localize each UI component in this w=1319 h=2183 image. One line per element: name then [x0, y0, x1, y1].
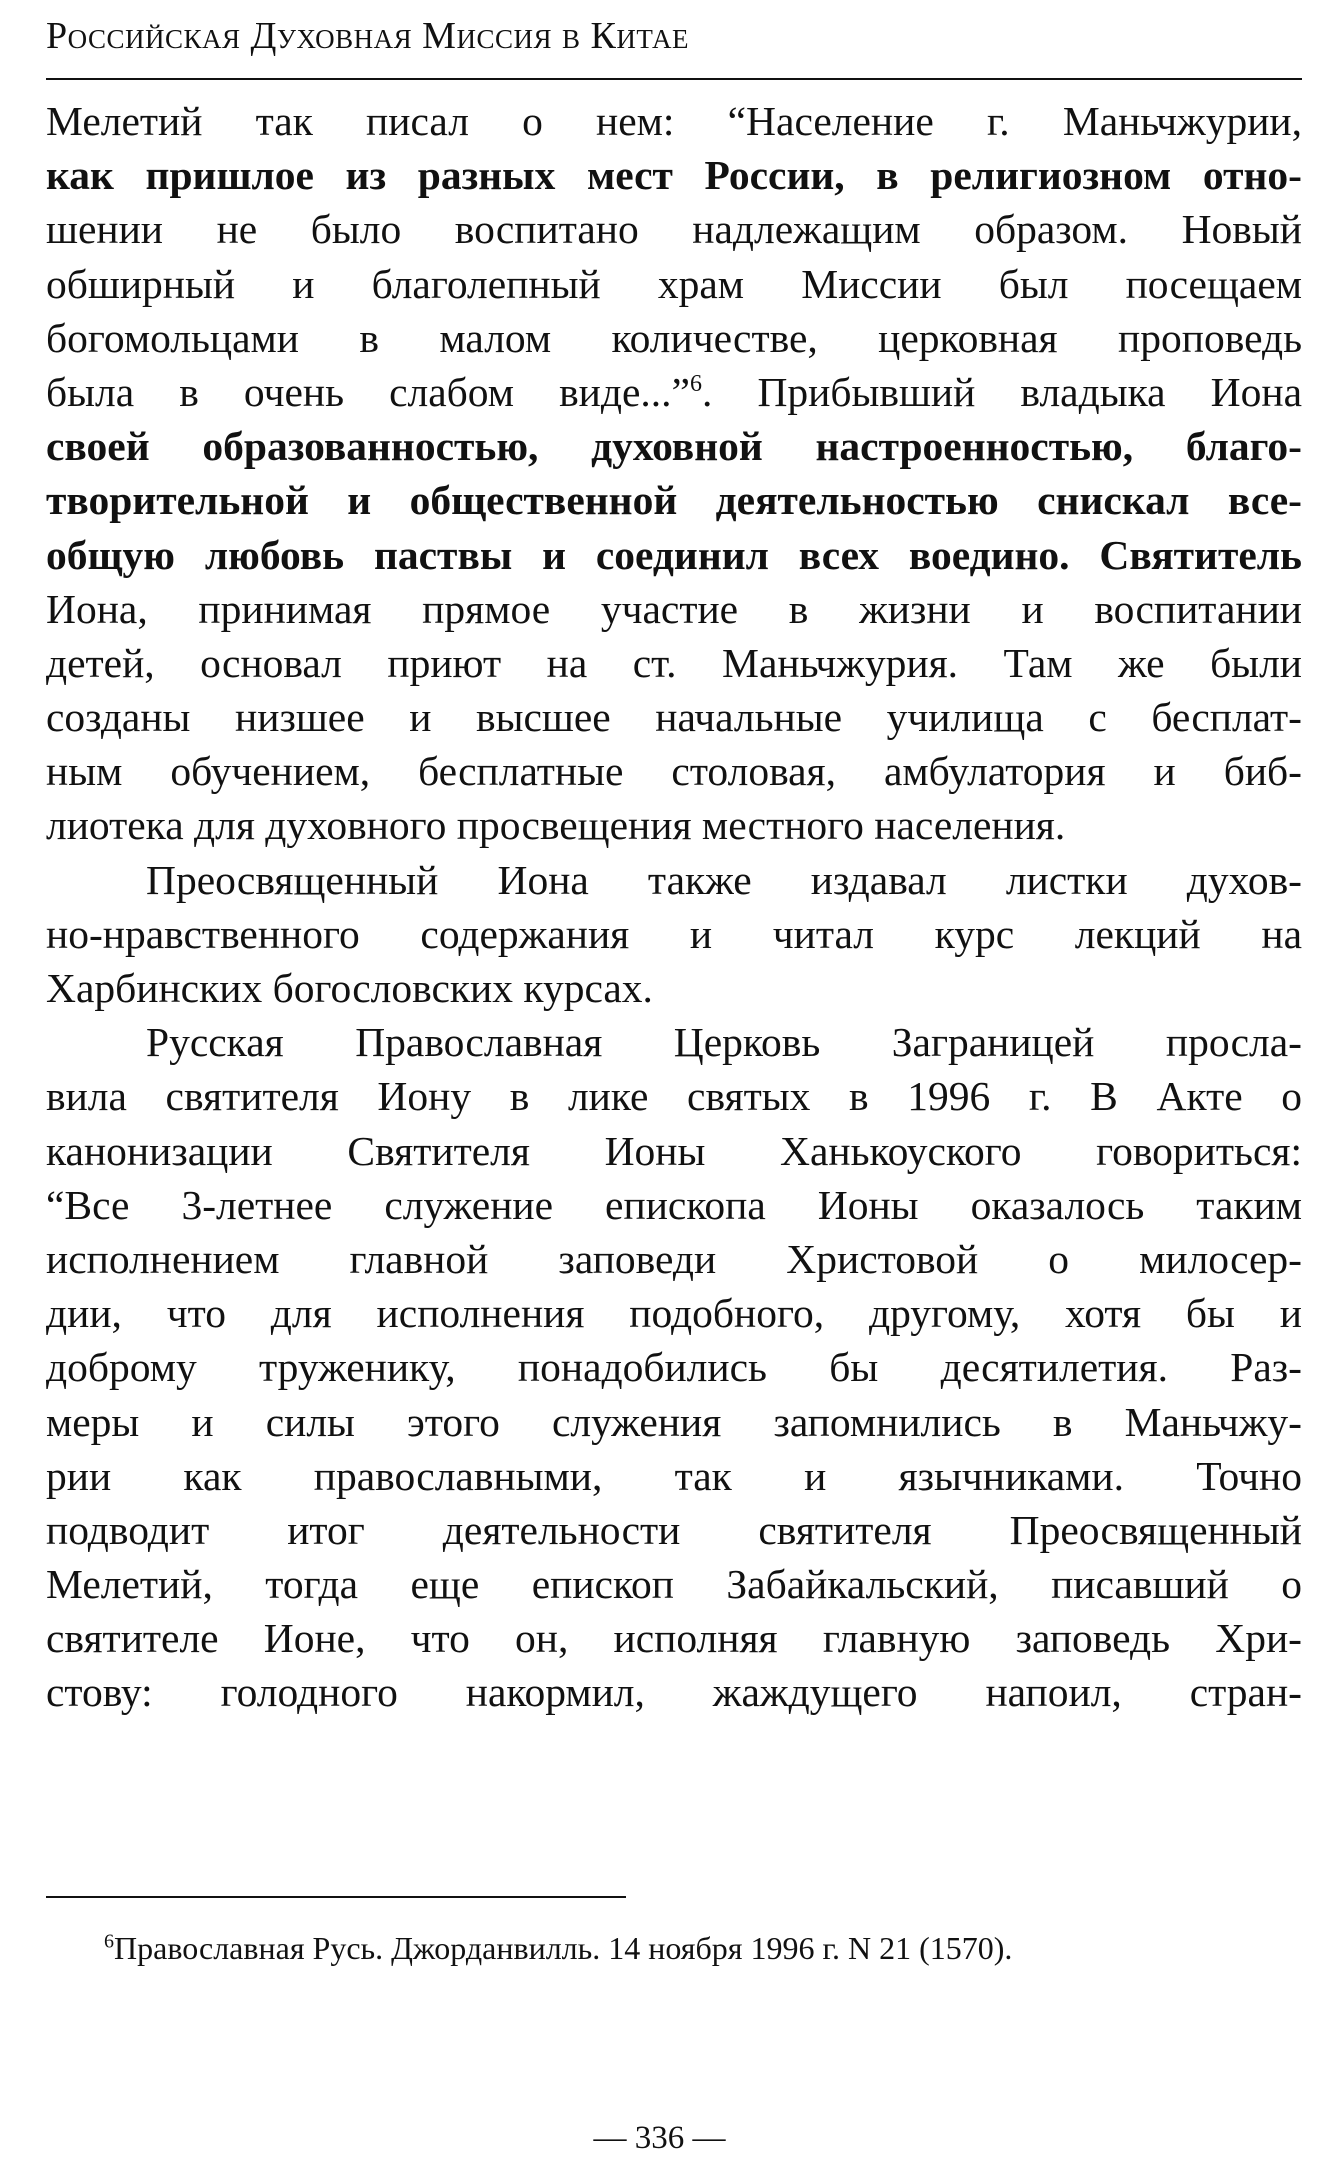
text-line: меры и силы этого служения запомнились в Маньчжу-	[46, 1398, 1302, 1445]
running-head: Российская Духовная Миссия в Китае	[46, 15, 689, 57]
text-line: доброму труженику, понадобились бы десятилетия. Раз-	[46, 1344, 1302, 1391]
text-line-with-footnote	[46, 365, 1302, 419]
text-line: как пришлое из разных мест России, в религиозном отно-	[46, 152, 1302, 199]
text-line: общую любовь паствы и соединил всех воедино. Святитель	[46, 531, 1302, 578]
text-line: богомольцами в малом количестве, церковная проповедь	[46, 314, 1302, 361]
text-line: дии, что для исполнения подобного, другому, хотя бы и	[46, 1290, 1302, 1337]
footnote	[104, 1930, 1012, 1967]
text-line: шении не было воспитано надлежащим образом. Новый	[46, 206, 1302, 253]
text-line: Мелетий так писал о нем: “Население г. Маньчжурии,	[46, 98, 1302, 144]
text-line: детей, основал приют на ст. Маньчжурия. Там же были	[46, 639, 1302, 686]
text-line: созданы низшее и высшее начальные училища с бесплат-	[46, 694, 1302, 741]
footnote-rule	[46, 1896, 626, 1898]
text-line: святителе Ионе, что он, исполняя главную заповедь Хри-	[46, 1615, 1302, 1662]
text-line: подводит итог деятельности святителя Преосвященный	[46, 1506, 1302, 1553]
text-line: лиотека для духовного просвещения местного населения.	[46, 802, 1066, 849]
text-line: своей образованностью, духовной настроенностью, благо-	[46, 423, 1302, 470]
text-line: ным обучением, бесплатные столовая, амбулатория и биб-	[46, 748, 1302, 795]
text-line: Мелетий, тогда еще епископ Забайкальский, писавший о	[46, 1561, 1302, 1608]
text-line: Иона, принимая прямое участие в жизни и воспитании	[46, 585, 1302, 632]
footnote-text: Православная Русь. Джорданвилль. 14 ноября 1996 г. N 21 (1570).	[114, 1930, 1013, 1966]
text-line: Преосвященный Иона также издавал листки духов-	[146, 856, 1302, 903]
text-line: рии как православными, так и язычниками. Точно	[46, 1452, 1302, 1499]
text-line: стову: голодного накормил, жаждущего напоил, стран-	[46, 1669, 1302, 1716]
footnote-number: 6	[104, 1930, 114, 1953]
text-line: Русская Православная Церковь Заграницей просла-	[146, 1019, 1302, 1066]
text-line: Харбинских богословских курсах.	[46, 965, 653, 1011]
body-text	[46, 94, 1302, 1720]
text-line: вила святителя Иону в лике святых в 1996 г. В Акте о	[46, 1073, 1302, 1120]
text-line-part: . Прибывший владыка Иона	[701, 368, 1302, 415]
running-head-rule	[46, 78, 1302, 80]
text-line: обширный и благолепный храм Миссии был посещаем	[46, 260, 1302, 307]
text-line: исполнением главной заповеди Христовой о милосер-	[46, 1235, 1302, 1282]
page-number: — 336 —	[593, 2120, 726, 2156]
text-line: творительной и общественной деятельностью снискал все-	[46, 477, 1302, 524]
text-line: “Все 3-летнее служение епископа Ионы оказалось таким	[46, 1181, 1302, 1228]
text-line-part: была в очень слабом виде...”	[46, 368, 690, 415]
footnote-reference: 6	[689, 371, 702, 398]
text-line: канонизации Святителя Ионы Ханькоуского говориться:	[46, 1127, 1302, 1174]
text-line: но-нравственного содержания и читал курс лекций на	[46, 910, 1302, 957]
